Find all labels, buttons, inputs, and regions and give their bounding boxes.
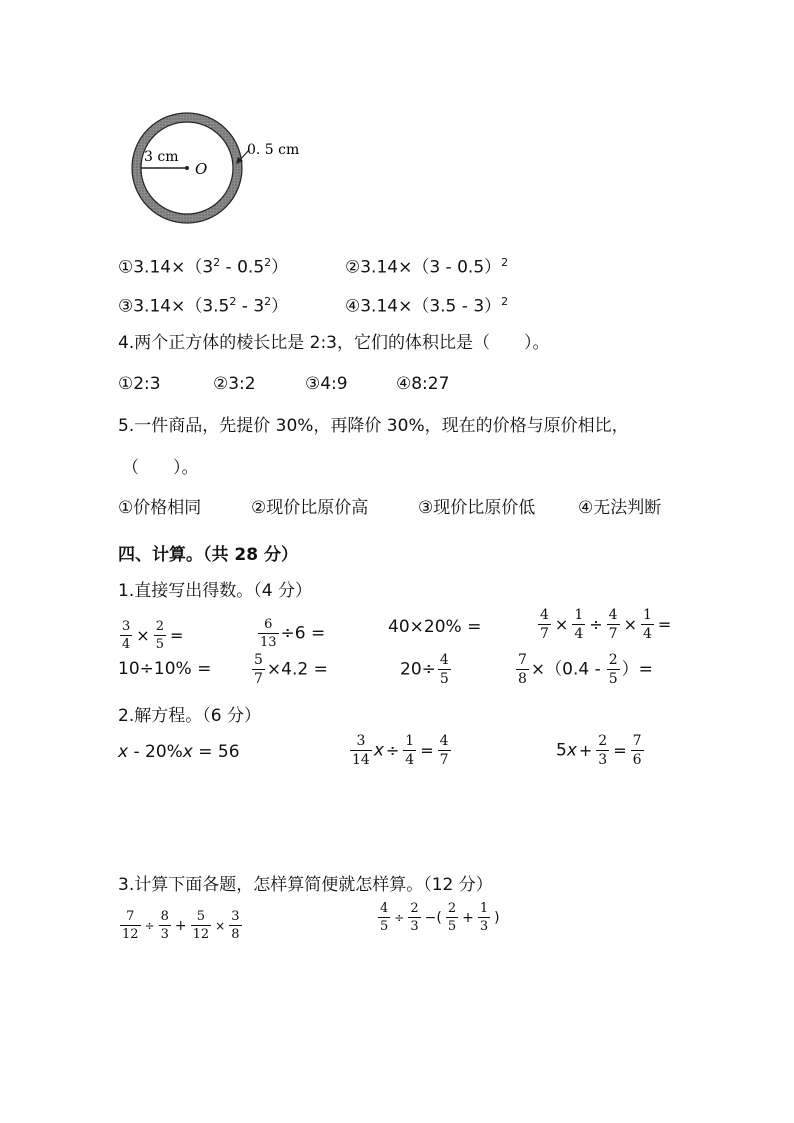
- q5-blank: （ ）。: [122, 458, 199, 478]
- width-label: 0. 5 cm: [247, 142, 300, 158]
- q5-option-1: ①价格相同: [118, 498, 202, 518]
- ring-figure: [115, 100, 325, 235]
- q5-option-4: ④无法判断: [578, 498, 662, 518]
- part2-title: 2.解方程。（6 分）: [118, 706, 261, 726]
- calc-expr-5: 10÷10% =: [118, 659, 212, 679]
- center-label: O: [195, 160, 208, 178]
- compute-expr-2: $\frac{4}{5}$ ÷ $\frac{2}{3}$ −( $\frac{2}{5}$ + $\frac{1}{3}$ ): [380, 901, 500, 934]
- equation-2: $\frac{3}{14}$ x ÷ $\frac{1}{4}$ = $\frac{4}{7}$: [352, 733, 449, 768]
- equation-1: x - 20%x = 56: [118, 742, 240, 762]
- calc-expr-6: $\frac{5}{7}$ ×4.2 =: [254, 652, 328, 687]
- part3-title: 3.计算下面各题，怎样算简便就怎样算。（12 分）: [118, 875, 493, 895]
- calc-expr-4: $\frac{4}{7}$ × $\frac{1}{4}$ ÷ $\frac{4}{7}$ × $\frac{1}{4}$ =: [540, 607, 672, 642]
- section-4-title: 四、计算。（共 28 分）: [118, 545, 298, 565]
- calc-expr-8: $\frac{7}{8}$ ×（0.4 - $\frac{2}{5}$ ）=: [518, 652, 653, 687]
- part1-title: 1.直接写出得数。（4 分）: [118, 581, 312, 601]
- compute-expr-1: $\frac{7}{12}$ ÷ $\frac{8}{3}$ + $\frac{5}{12}$ × $\frac{3}{8}$: [122, 909, 240, 942]
- calc-expr-3: 40×20% =: [388, 617, 482, 637]
- center-dot: [185, 166, 189, 170]
- q4-option-4: ④8:27: [396, 374, 450, 394]
- q4-option-1: ①2:3: [118, 374, 161, 394]
- q3-option-2: ②3.14×（3 - 0.5）$^2$: [345, 256, 509, 278]
- radius-label: 3 cm: [144, 149, 179, 165]
- q5-option-3: ③现价比原价低: [418, 498, 536, 518]
- calc-expr-7: 20÷ $\frac{4}{5}$: [400, 652, 449, 687]
- q3-option-1: $①3.14\times(3^2 - 0.5^2)$: [118, 256, 289, 278]
- q5-question: 5.一件商品，先提价 30%，再降价 30%，现在的价格与原价相比，: [118, 416, 629, 436]
- equation-3: 5x + $\frac{2}{3}$ = $\frac{7}{6}$: [556, 733, 642, 768]
- q3-option-4: ④3.14×（3.5 - 3）$^2$: [345, 295, 509, 317]
- q4-question: 4.两个正方体的棱长比是 2:3，它们的体积比是（ ）。: [118, 333, 550, 353]
- calc-expr-2: $\frac{6}{13}$ ÷6 =: [260, 617, 326, 650]
- q5-option-2: ②现价比原价高: [251, 498, 369, 518]
- q4-option-2: ②3:2: [213, 374, 256, 394]
- q4-option-3: ③4:9: [305, 374, 348, 394]
- q3-option-3: $③3.14\times(3.5^2 - 3^2)$: [118, 295, 289, 317]
- calc-expr-1: $\frac{3}{4}$ × $\frac{2}{5}$ =: [122, 619, 184, 652]
